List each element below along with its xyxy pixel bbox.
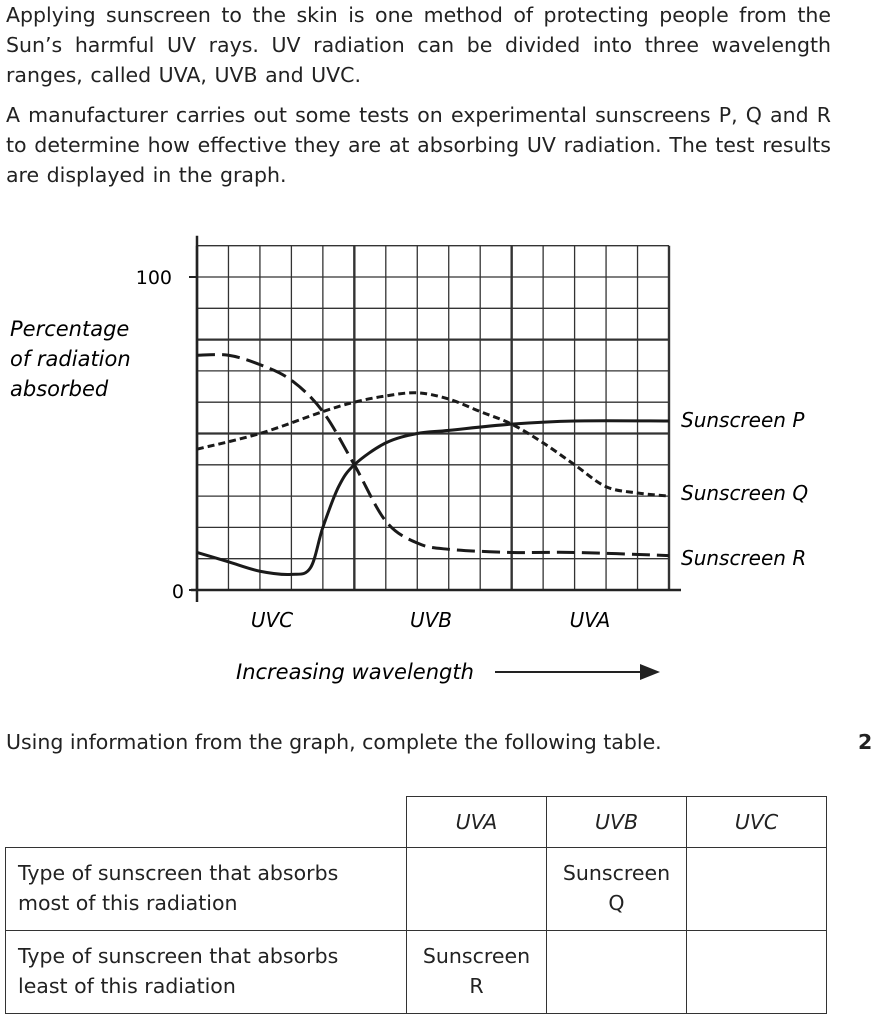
answer-cell-least-uva[interactable]: Sunscreen R	[407, 931, 547, 1014]
header-uva: UVA	[407, 797, 547, 848]
y-axis-label: Percentage of radiation absorbed	[10, 317, 131, 401]
region-label-uva: UVA	[569, 608, 611, 632]
row-label: Type of sunscreen that absorbs most of this radiation	[6, 848, 407, 931]
y-tick-0: 0	[171, 581, 184, 603]
x-axis-label: Increasing wavelength	[236, 660, 474, 684]
table-row-most	[6, 848, 827, 931]
answer-cell-least-uvb[interactable]	[547, 931, 687, 1014]
row-label: Type of sunscreen that absorbs least of this radiation	[6, 931, 407, 1014]
series-line-sunscreen-r	[197, 355, 669, 556]
arrow-icon	[640, 664, 660, 680]
header-uvc: UVC	[687, 797, 827, 848]
intro-paragraph-1: Applying sunscreen to the skin is one method of protecting people from the Sun’s harmful UV rays. UV radiation can be divided into three wavelength ranges, called UVA, UVB and UVC.	[6, 3, 831, 87]
legend-sunscreen-p: Sunscreen P	[681, 408, 805, 432]
answer-cell-most-uvc[interactable]	[687, 848, 827, 931]
absorption-chart	[0, 220, 870, 700]
region-label-uvc: UVC	[250, 608, 294, 632]
table-corner	[6, 797, 407, 848]
instruction-text: Using information from the graph, complete the following table.	[6, 730, 662, 754]
series-line-sunscreen-q	[197, 393, 669, 496]
marks-value: 2	[858, 730, 872, 754]
legend-sunscreen-r: Sunscreen R	[681, 546, 807, 570]
header-uvb: UVB	[547, 797, 687, 848]
intro-paragraph-2: A manufacturer carries out some tests on experimental sunscreens P, Q and R to determine how effective they are at absorbing UV radiation. The test results are displayed in the graph.	[6, 103, 831, 187]
answer-cell-least-uvc[interactable]	[687, 931, 827, 1014]
answer-cell-most-uva[interactable]	[407, 848, 547, 931]
region-label-uvb: UVB	[409, 608, 453, 632]
legend-sunscreen-q: Sunscreen Q	[681, 481, 809, 505]
y-tick-100: 100	[135, 267, 172, 289]
table-row-least	[6, 931, 827, 1014]
answer-table	[5, 796, 827, 1014]
answer-cell-most-uvb[interactable]: Sunscreen Q	[547, 848, 687, 931]
series-line-sunscreen-p	[197, 421, 669, 575]
